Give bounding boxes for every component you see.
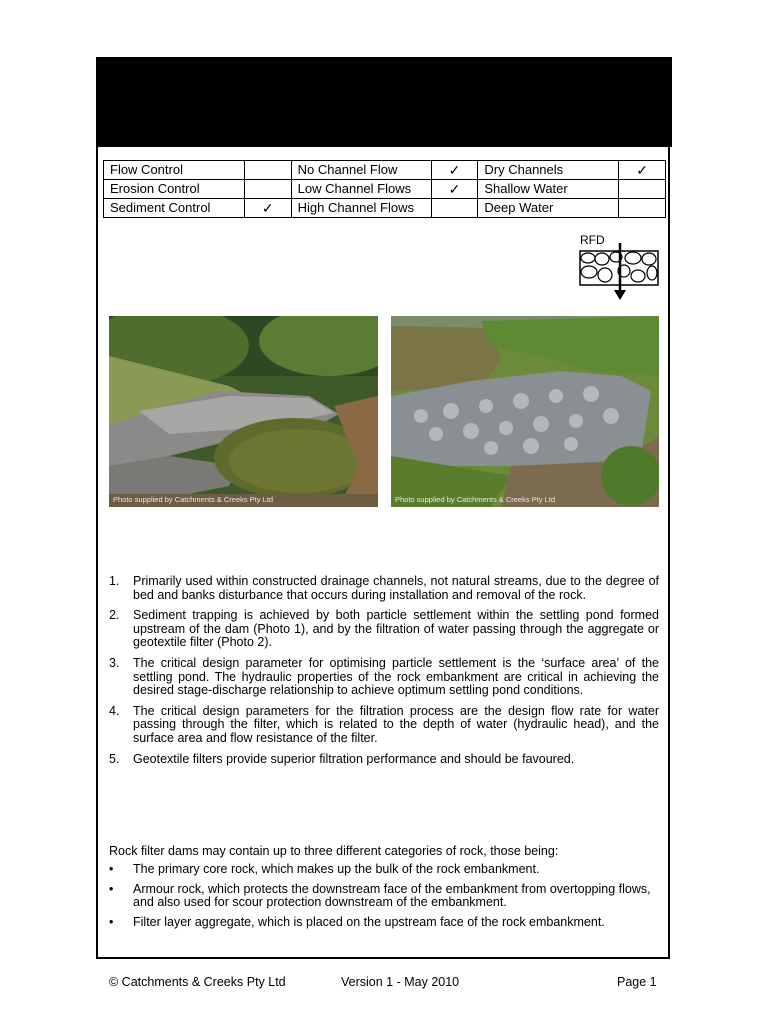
table-cell: Deep Water	[478, 199, 619, 218]
rock-intro: Rock filter dams may contain up to three different categories of rock, those being:	[109, 844, 559, 858]
list-number: 3.	[109, 655, 120, 670]
table-cell: No Channel Flow	[291, 161, 431, 180]
list-item	[109, 705, 659, 746]
rock-categories-list	[109, 863, 659, 935]
photo-credit: Photo supplied by Catchments & Creeks Pty Ltd	[395, 495, 556, 504]
check-cell: ✓	[431, 180, 478, 199]
list-item	[109, 863, 659, 877]
check-cell: ✓	[244, 199, 291, 218]
list-text: The critical design parameter for optimising particle settlement is the ‘surface area’ of the settling pond. The hydraulic properties of the rock embankment are critical in achieving the desired stage-discharge relationship to achieve optimum settling pond conditions.	[133, 655, 659, 698]
list-text: Sediment trapping is achieved by both particle settlement within the settling pond formed upstream of the dam (Photo 1), and by the filtration of water passing through the aggregate or geotextile filter (Photo 2).	[133, 608, 659, 650]
table-cell: High Channel Flows	[291, 199, 431, 218]
list-number: 2.	[109, 608, 120, 623]
list-text: Geotextile filters provide superior filtration performance and should be favoured.	[133, 751, 575, 766]
check-cell	[244, 161, 291, 180]
list-text: Filter layer aggregate, which is placed on the upstream face of the rock embankment.	[133, 914, 605, 929]
list-text: The primary core rock, which makes up the bulk of the rock embankment.	[133, 862, 540, 876]
list-item	[109, 575, 659, 602]
check-cell: ✓	[431, 161, 478, 180]
check-cell: ✓	[619, 161, 666, 180]
table-cell: Shallow Water	[478, 180, 619, 199]
table-row	[104, 180, 666, 199]
table-cell: Sediment Control	[104, 199, 245, 218]
table-cell: Flow Control	[104, 161, 245, 180]
photo-rock-filter	[391, 316, 659, 507]
list-item	[109, 609, 659, 650]
photo-credit: Photo supplied by Catchments & Creeks Pty Ltd	[113, 495, 274, 504]
table-row	[104, 161, 666, 180]
list-item	[109, 916, 659, 930]
classification-table	[103, 160, 666, 218]
list-number: 5.	[109, 751, 120, 766]
bullet: •	[109, 914, 114, 929]
footer-version: Version 1 - May 2010	[341, 975, 460, 989]
footer-copyright: © Catchments & Creeks Pty Ltd	[109, 975, 286, 989]
settling-pond-image	[109, 316, 378, 507]
bullet: •	[109, 862, 114, 876]
table-cell: Dry Channels	[478, 161, 619, 180]
check-cell	[619, 199, 666, 218]
bullet: •	[109, 881, 114, 896]
list-item	[109, 657, 659, 698]
table-cell: Erosion Control	[104, 180, 245, 199]
notes-list	[109, 575, 659, 773]
check-cell	[431, 199, 478, 218]
check-cell	[619, 180, 666, 199]
footer-page-number: Page 1	[617, 975, 657, 989]
list-number: 4.	[109, 703, 120, 718]
rfd-label: RFD	[580, 233, 605, 247]
list-text: Primarily used within constructed drainage channels, not natural streams, due to the degree of bed and banks disturbance that occurs during installation and removal of the rock.	[133, 574, 659, 602]
list-item	[109, 753, 659, 767]
list-item	[109, 883, 659, 910]
check-cell	[244, 180, 291, 199]
rock-filter-image	[391, 316, 659, 507]
table-row	[104, 199, 666, 218]
table-cell: Low Channel Flows	[291, 180, 431, 199]
list-number: 1.	[109, 574, 120, 588]
rock-filter-dam-symbol-icon	[578, 232, 662, 302]
photo-settling-pond	[109, 316, 378, 507]
list-text: The critical design parameters for the filtration process are the design flow rate for water passing through the filter, which is related to the depth of water (hydraulic head), and the surface area and flow resistance of the filter.	[133, 703, 659, 745]
list-text: Armour rock, which protects the downstream face of the embankment from overtopping flows, and also used for scour protection downstream of the embankment.	[133, 881, 651, 910]
